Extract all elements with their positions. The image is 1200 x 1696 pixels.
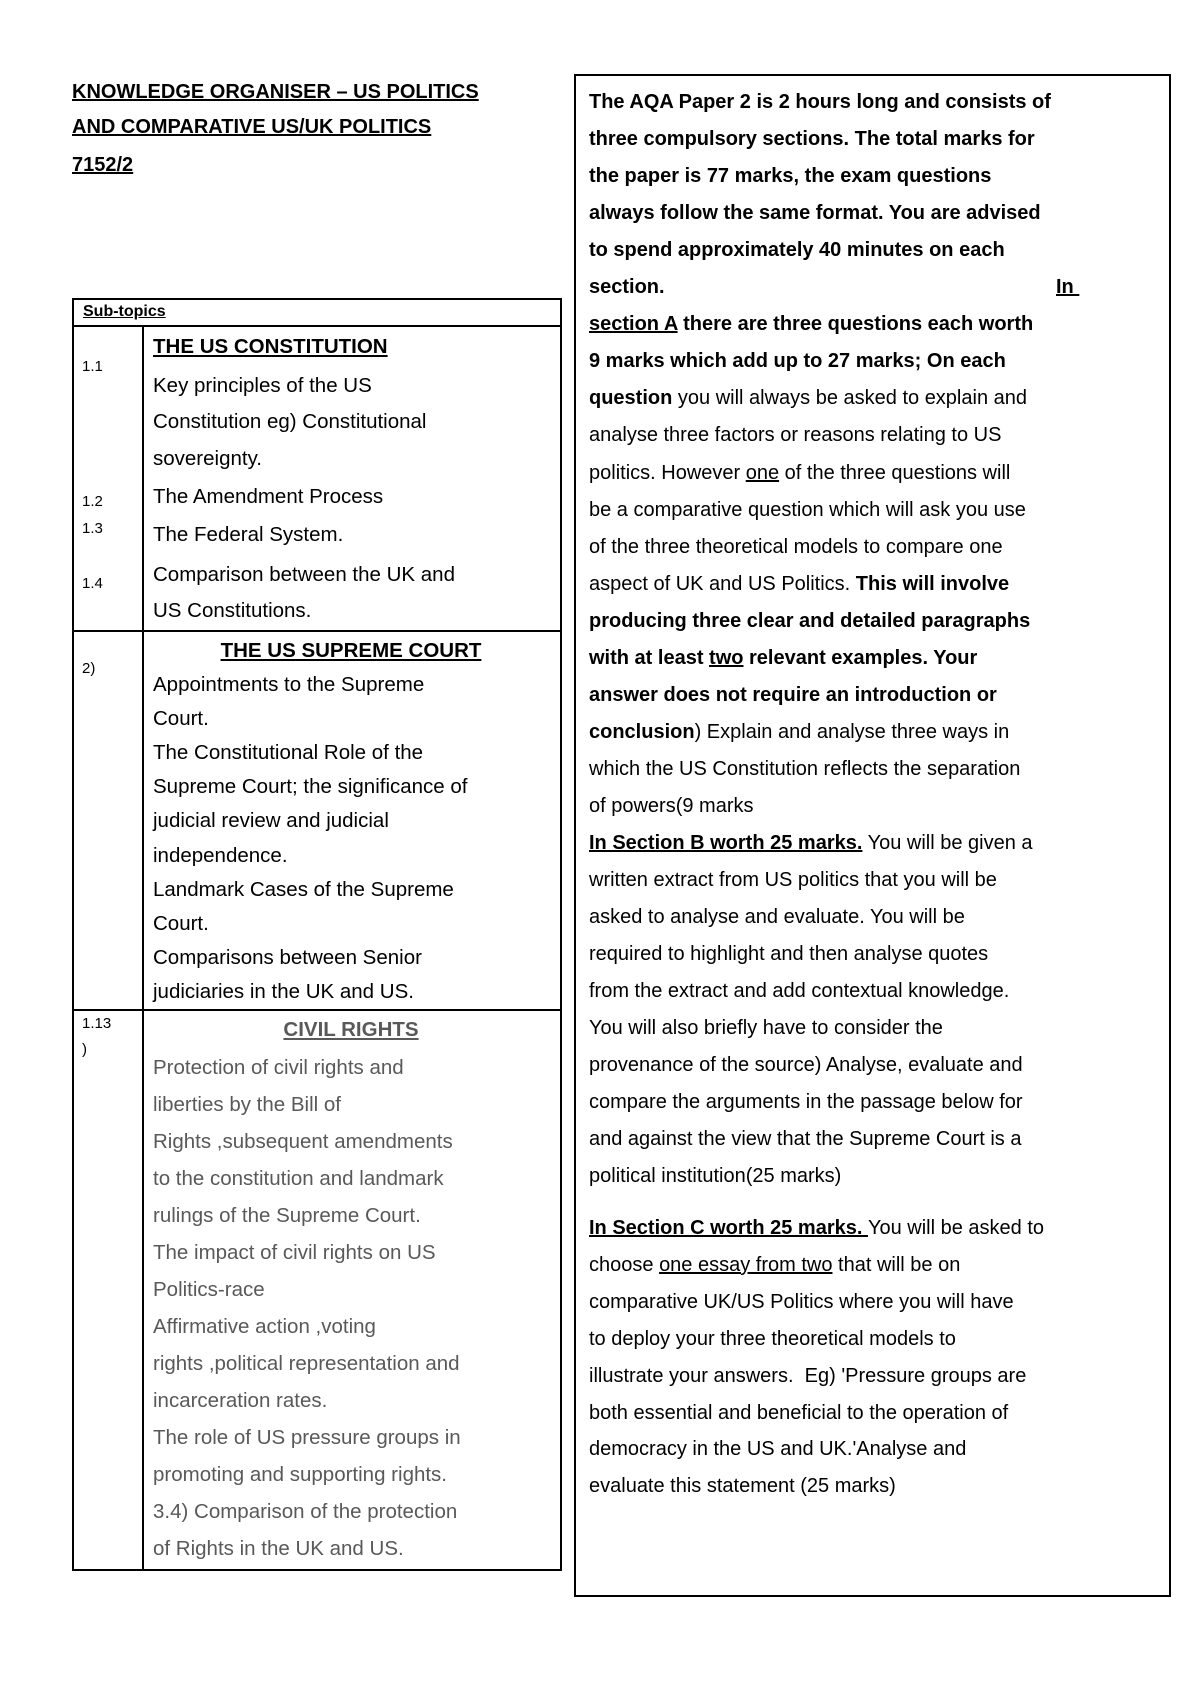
exam-info-line: [589, 346, 1006, 376]
text-run: of the three questions will: [779, 462, 1011, 484]
text-run: be a comparative question which will ask you use: [589, 499, 1026, 521]
exam-info-line: [589, 1434, 966, 1464]
subtopic-line: Comparisons between Senior: [153, 946, 422, 969]
text-run: from the extract and add contextual knowledge.: [589, 980, 1010, 1002]
exam-info-line: [589, 791, 754, 821]
subtopic-number: 1.3: [82, 520, 103, 537]
text-run: answer does not require an introduction or: [589, 684, 997, 706]
subtopic-number: 1.4: [82, 575, 103, 592]
subtopic-line: Comparison between the UK and: [153, 563, 455, 586]
text-run: You will also briefly have to consider the: [589, 1017, 943, 1039]
subtopic-line: independence.: [153, 844, 288, 867]
text-run: to deploy your three theoretical models to: [589, 1328, 956, 1350]
table-border: [72, 298, 561, 300]
text-run: provenance of the source) Analyse, evaluate and: [589, 1054, 1023, 1076]
subtopic-line: Constitution eg) Constitutional: [153, 410, 427, 433]
text-run: asked to analyse and evaluate. You will be: [589, 906, 965, 928]
subtopic-line: Affirmative action ,voting: [153, 1315, 376, 1338]
table-border: [72, 1569, 561, 1571]
subtopic-line: The Constitutional Role of the: [153, 741, 424, 764]
text-run: required to highlight and then analyse quotes: [589, 943, 989, 965]
exam-info-line: [589, 124, 1035, 154]
text-run: political institution(25 marks): [589, 1165, 842, 1187]
exam-info-line: [589, 1398, 1008, 1428]
exam-info-line: [589, 1087, 1023, 1117]
text-run: that will be on: [832, 1254, 961, 1276]
exam-info-line: [589, 1287, 1014, 1317]
text-run: comparative UK/US Politics where you will have: [589, 1291, 1014, 1313]
text-run: one: [745, 462, 780, 484]
subtopic-number: 1.13: [82, 1015, 112, 1032]
text-run: section.: [589, 276, 665, 298]
table-divider: [72, 630, 561, 632]
subtopic-number: 1.1: [82, 358, 103, 375]
exam-info-line: [589, 420, 1001, 450]
exam-info-line: [589, 272, 665, 302]
exam-info-line: [589, 569, 1009, 599]
subtopic-line: The impact of civil rights on US: [153, 1241, 436, 1264]
exam-info-line: [589, 680, 997, 710]
exam-info-line: [589, 1050, 1023, 1080]
exam-info-line: [589, 754, 1020, 784]
subtopic-line: Supreme Court; the significance of: [153, 775, 468, 798]
table-column-divider: [142, 325, 144, 1571]
exam-info-line: [589, 87, 1051, 117]
text-run: ) Explain and analyse three ways in: [694, 721, 1010, 743]
text-run: which the US Constitution reflects the separation: [589, 758, 1021, 780]
text-run: choose: [589, 1254, 660, 1276]
section-heading: THE US SUPREME COURT: [220, 639, 482, 662]
subtopic-line: of Rights in the UK and US.: [153, 1537, 404, 1560]
subtopic-line: Politics-race: [153, 1278, 265, 1301]
text-run: conclusion: [589, 721, 695, 743]
text-run: analyse three factors or reasons relating to US: [589, 424, 1002, 446]
text-run: of the three theoretical models to compare one: [589, 536, 1003, 558]
exam-info-line: [589, 495, 1026, 525]
exam-info-line: [589, 1213, 1044, 1243]
subtopic-line: 3.4) Comparison of the protection: [153, 1500, 458, 1523]
table-divider: [72, 1009, 561, 1011]
subtopic-line: Key principles of the US: [153, 374, 372, 397]
subtopic-line: The role of US pressure groups in: [153, 1426, 461, 1449]
exam-info-line: [589, 1161, 841, 1191]
text-run: to spend approximately 40 minutes on each: [589, 239, 1005, 261]
exam-info-line: [589, 1361, 1026, 1391]
subtopic-line: Landmark Cases of the Supreme: [153, 878, 454, 901]
text-run: compare the arguments in the passage below for: [589, 1091, 1023, 1113]
exam-info-line: [589, 902, 965, 932]
exam-info-line: [589, 717, 1009, 747]
exam-info-line: [589, 1324, 956, 1354]
subtopic-number: 2): [82, 660, 96, 677]
subtopic-line: promoting and supporting rights.: [153, 1463, 448, 1486]
text-run: always follow the same format. You are advised: [589, 202, 1041, 224]
subtopic-line: judiciaries in the UK and US.: [153, 980, 414, 1003]
text-run: aspect of UK and US Politics.: [589, 573, 856, 595]
subtopic-line: Protection of civil rights and: [153, 1056, 404, 1079]
text-run: In Section C worth 25 marks.: [589, 1217, 868, 1239]
exam-info-line: [589, 1471, 896, 1501]
exam-info-line: [589, 939, 988, 969]
subtopic-line: rights ,political representation and: [153, 1352, 460, 1375]
subtopic-line: Rights ,subsequent amendments: [153, 1130, 453, 1153]
doc-title-line-2: AND COMPARATIVE US/UK POLITICS: [72, 116, 432, 138]
exam-info-line: [589, 198, 1041, 228]
text-run: evaluate this statement (25 marks): [589, 1475, 896, 1497]
text-run: two: [709, 647, 744, 669]
exam-info-in-label: In: [1056, 276, 1080, 298]
text-run: You will be asked to: [867, 1217, 1045, 1239]
exam-info-line: [589, 235, 1005, 265]
exam-info-line: [589, 161, 991, 191]
text-run: and against the view that the Supreme Court is a: [589, 1128, 1022, 1150]
subtopic-line: Court.: [153, 912, 209, 935]
exam-info-line: [589, 309, 1033, 339]
doc-title-line-1: KNOWLEDGE ORGANISER – US POLITICS: [72, 81, 479, 103]
text-run: written extract from US politics that you will be: [589, 869, 997, 891]
text-run: This will involve: [855, 573, 1010, 595]
text-run: section A: [589, 313, 678, 335]
exam-info-line: [589, 828, 1033, 858]
table-border: [72, 298, 74, 1571]
text-run: with at least: [589, 647, 710, 669]
text-run: 9 marks which add up to 27 marks; On each: [589, 350, 1006, 372]
text-run: question: [589, 387, 673, 409]
subtopic-number: ): [82, 1041, 87, 1058]
subtopic-line: The Federal System.: [153, 523, 344, 546]
text-run: you will always be asked to explain and: [672, 387, 1027, 409]
exam-info-line: [589, 458, 1010, 488]
text-run: illustrate your answers. Eg) 'Pressure groups are: [589, 1365, 1027, 1387]
text-run: relevant examples. Your: [743, 647, 978, 669]
text-run: democracy in the US and UK.'Analyse and: [589, 1438, 967, 1460]
subtopic-line: incarceration rates.: [153, 1389, 328, 1412]
table-border: [560, 298, 562, 1571]
text-run: the paper is 77 marks, the exam questions: [589, 165, 992, 187]
subtopic-number: 1.2: [82, 493, 103, 510]
exam-info-line: [589, 1124, 1021, 1154]
exam-info-line: [589, 643, 977, 673]
subtopic-line: Appointments to the Supreme: [153, 673, 425, 696]
exam-info-line: [589, 1013, 943, 1043]
subtopic-line: liberties by the Bill of: [153, 1093, 342, 1116]
text-run: producing three clear and detailed paragraphs: [589, 610, 1031, 632]
subtopic-line: Court.: [153, 707, 209, 730]
section-heading: CIVIL RIGHTS: [283, 1018, 419, 1041]
subtopic-line: US Constitutions.: [153, 599, 312, 622]
subtopic-line: to the constitution and landmark: [153, 1167, 444, 1190]
subtopic-line: judicial review and judicial: [153, 809, 389, 832]
table-divider: [72, 325, 561, 327]
text-run: there are three questions each worth: [677, 313, 1034, 335]
text-run: one essay from two: [659, 1254, 833, 1276]
subtopic-line: rulings of the Supreme Court.: [153, 1204, 421, 1227]
exam-info-line: [589, 383, 1027, 413]
table-header: Sub-topics: [83, 303, 166, 320]
subtopic-line: sovereignty.: [153, 447, 263, 470]
text-run: of powers(9 marks: [589, 795, 754, 817]
text-run: three compulsory sections. The total marks for: [589, 128, 1035, 150]
exam-info-line: [589, 532, 1003, 562]
text-run: You will be given a: [862, 832, 1033, 854]
exam-info-line: [589, 976, 1009, 1006]
exam-info-line: [589, 606, 1030, 636]
text-run: politics. However: [589, 462, 746, 484]
subtopic-line: The Amendment Process: [153, 485, 384, 508]
section-heading: THE US CONSTITUTION: [153, 335, 388, 358]
exam-info-line: [589, 865, 997, 895]
text-run: In Section B worth 25 marks.: [589, 832, 863, 854]
exam-info-line: [589, 1250, 960, 1280]
text-run: both essential and beneficial to the operation of: [589, 1402, 1009, 1424]
doc-title-line-3: 7152/2: [72, 154, 134, 176]
text-run: The AQA Paper 2 is 2 hours long and consists of: [589, 91, 1051, 113]
